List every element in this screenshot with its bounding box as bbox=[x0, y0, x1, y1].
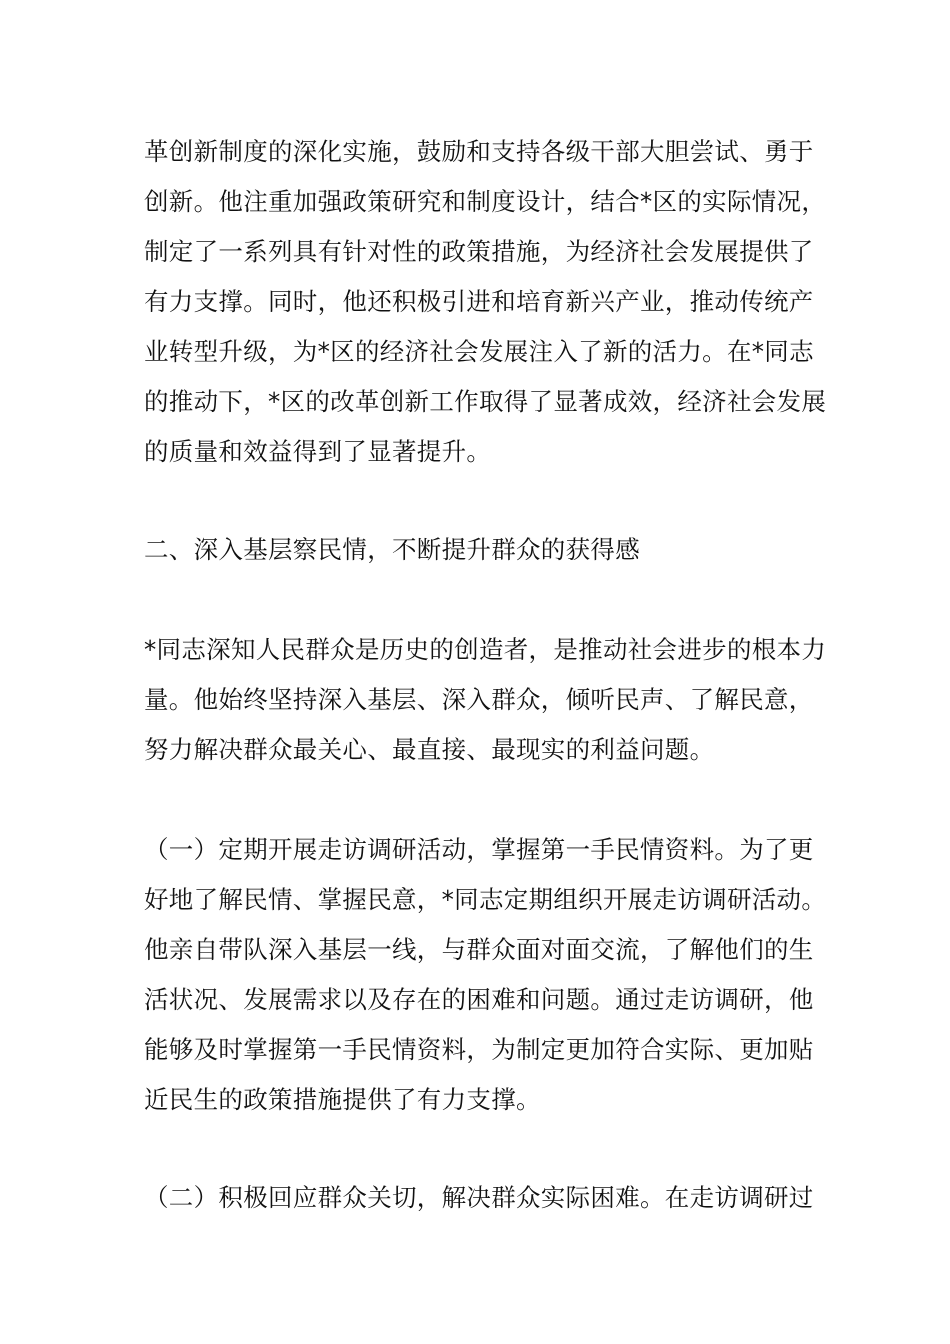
text-line: 革创新制度的深化实施，鼓励和支持各级干部大胆尝试、勇于 bbox=[144, 137, 814, 166]
section-heading: 二、深入基层察民情，不断提升群众的获得感 bbox=[144, 535, 640, 564]
text-line: 量。他始终坚持深入基层、深入群众，倾听民声、了解民意， bbox=[144, 685, 814, 714]
text-line: 创新。他注重加强政策研究和制度设计，结合*区的实际情况， bbox=[144, 187, 827, 216]
text-line: 有力支撑。同时，他还积极引进和培育新兴产业，推动传统产 bbox=[144, 287, 814, 316]
text-line: 业转型升级，为*区的经济社会发展注入了新的活力。在*同志 bbox=[144, 337, 814, 366]
text-line: 能够及时掌握第一手民情资料，为制定更加符合实际、更加贴 bbox=[144, 1035, 814, 1064]
text-line: 活状况、发展需求以及存在的困难和问题。通过走访调研，他 bbox=[144, 985, 814, 1014]
text-line: 近民生的政策措施提供了有力支撑。 bbox=[144, 1085, 541, 1114]
text-line: （一）定期开展走访调研活动，掌握第一手民情资料。为了更 bbox=[144, 835, 814, 864]
text-line: 的质量和效益得到了显著提升。 bbox=[144, 437, 492, 466]
text-line: （二）积极回应群众关切，解决群众实际困难。在走访调研过 bbox=[144, 1183, 814, 1212]
text-line: 他亲自带队深入基层一线，与群众面对面交流，了解他们的生 bbox=[144, 935, 814, 964]
text-line: 努力解决群众最关心、最直接、最现实的利益问题。 bbox=[144, 735, 715, 764]
text-line: 制定了一系列具有针对性的政策措施，为经济社会发展提供了 bbox=[144, 237, 814, 266]
text-line: 的推动下，*区的改革创新工作取得了显著成效，经济社会发展 bbox=[144, 387, 827, 416]
text-line: 好地了解民情、掌握民意，*同志定期组织开展走访调研活动。 bbox=[144, 885, 827, 914]
text-line: *同志深知人民群众是历史的创造者，是推动社会进步的根本力 bbox=[144, 635, 827, 664]
